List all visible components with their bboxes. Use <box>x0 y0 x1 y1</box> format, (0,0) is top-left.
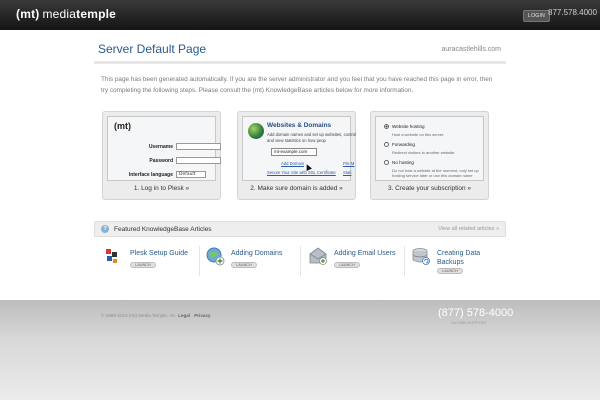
info-icon: ? <box>101 225 109 233</box>
logo-name-bold: temple <box>76 7 117 21</box>
launch-button[interactable]: LAUNCH <box>437 268 463 274</box>
article-title[interactable]: Adding Domains <box>231 250 283 257</box>
logo-name-light: media <box>42 7 77 21</box>
radio-selected-icon <box>384 124 389 129</box>
kb-article-adding-email-users[interactable] <box>304 246 404 280</box>
radio-icon <box>384 160 389 165</box>
step-card-create-subscription[interactable] <box>370 111 489 200</box>
kb-article-creating-backups[interactable] <box>407 246 507 280</box>
support-hours: 24/7/365 SUPPORT <box>451 320 487 325</box>
top-phone-number: 877.578.4000 <box>548 8 597 17</box>
preview-password-field <box>176 157 221 164</box>
article-divider <box>199 246 200 276</box>
privacy-link[interactable]: Privacy <box>194 313 211 318</box>
footer-phone-number: (877) 578-4000 <box>438 307 514 319</box>
mediatemple-logo[interactable] <box>16 7 116 21</box>
domain-name: auracastlehills.com <box>441 46 501 53</box>
add-domain-globe-icon <box>205 246 225 266</box>
preview-option-sub: Host a website on this server. <box>392 132 445 137</box>
kb-title: Featured KnowledgeBase Articles <box>114 225 212 233</box>
top-navigation-bar <box>0 0 600 30</box>
step-caption[interactable]: 3. Create your subscription » <box>387 185 472 192</box>
intro-text: This page has been generated automatically. If you are the server administrator and you feel that you have reached this page in error, then try completing the following steps. Please consult the (mt) KnowledgeBase articles below for more information. <box>101 76 493 94</box>
article-divider <box>300 246 301 276</box>
preview-username-label: Username <box>148 144 173 150</box>
article-title[interactable]: Plesk Setup Guide <box>130 250 188 257</box>
legal-link[interactable]: Legal <box>178 313 191 318</box>
step-caption[interactable]: 1. Log in to Plesk » <box>133 185 190 192</box>
copyright-text: © 1998-2013 (mt) Media Temple, Inc. Legal · Privacy <box>101 313 211 318</box>
subscription-preview <box>375 116 484 181</box>
preview-language-select: Default <box>176 171 206 178</box>
preview-option-sub: Do not host a website at the moment, only set up hosting service later or use this domain name <box>392 168 479 178</box>
launch-button[interactable]: LAUNCH <box>130 262 156 268</box>
preview-option-no-hosting: No hosting <box>384 160 414 165</box>
step-card-domain-added[interactable] <box>237 111 356 200</box>
preview-username-field <box>176 143 221 150</box>
preview-mt-logo: (mt) <box>114 121 131 131</box>
websites-domains-preview <box>242 116 357 181</box>
preview-option-website-hosting: Website hosting <box>384 124 425 129</box>
kb-article-plesk-setup[interactable] <box>100 246 200 280</box>
launch-button[interactable]: LAUNCH <box>334 262 360 268</box>
logo-prefix: (mt) <box>16 7 40 21</box>
preview-add-domain-link: Add Domain <box>281 161 305 166</box>
article-divider <box>404 246 405 276</box>
plesk-login-preview <box>107 116 216 181</box>
preview-file-link: File M <box>343 161 355 166</box>
page-title: Server Default Page <box>98 42 207 56</box>
plesk-icon <box>104 246 124 266</box>
globe-icon <box>248 123 264 139</box>
preview-option-sub: Redirect visitors to another website. <box>392 150 456 155</box>
step-card-login-plesk[interactable] <box>102 111 221 200</box>
header-divider <box>94 61 506 64</box>
email-envelope-icon <box>308 246 328 266</box>
database-backup-icon <box>411 246 431 266</box>
preview-domain-select: mt-example.com <box>271 148 317 156</box>
preview-description: Add domain names and set up websites, control and view statistics on how peop <box>267 132 357 143</box>
kb-article-adding-domains[interactable] <box>201 246 301 280</box>
article-title[interactable]: Creating Data Backups <box>437 250 481 266</box>
radio-icon <box>384 142 389 147</box>
login-button[interactable]: LOGIN <box>523 10 550 22</box>
preview-stat-link: Stati <box>343 170 352 175</box>
preview-title: Websites & Domains <box>267 122 332 129</box>
preview-password-label: Password <box>149 158 173 164</box>
launch-button[interactable]: LAUNCH <box>231 262 257 268</box>
kb-header-bar <box>94 221 506 237</box>
view-all-articles-link[interactable]: View all related articles » <box>438 226 499 232</box>
article-title[interactable]: Adding Email Users <box>334 250 396 257</box>
step-caption[interactable]: 2. Make sure domain is added » <box>250 185 343 192</box>
preview-language-label: Interface language <box>128 172 173 178</box>
preview-option-forwarding: Forwarding <box>384 142 415 147</box>
preview-ssl-link: Secure Your Site with SSL Certificate <box>267 170 336 175</box>
page-footer <box>0 300 600 400</box>
